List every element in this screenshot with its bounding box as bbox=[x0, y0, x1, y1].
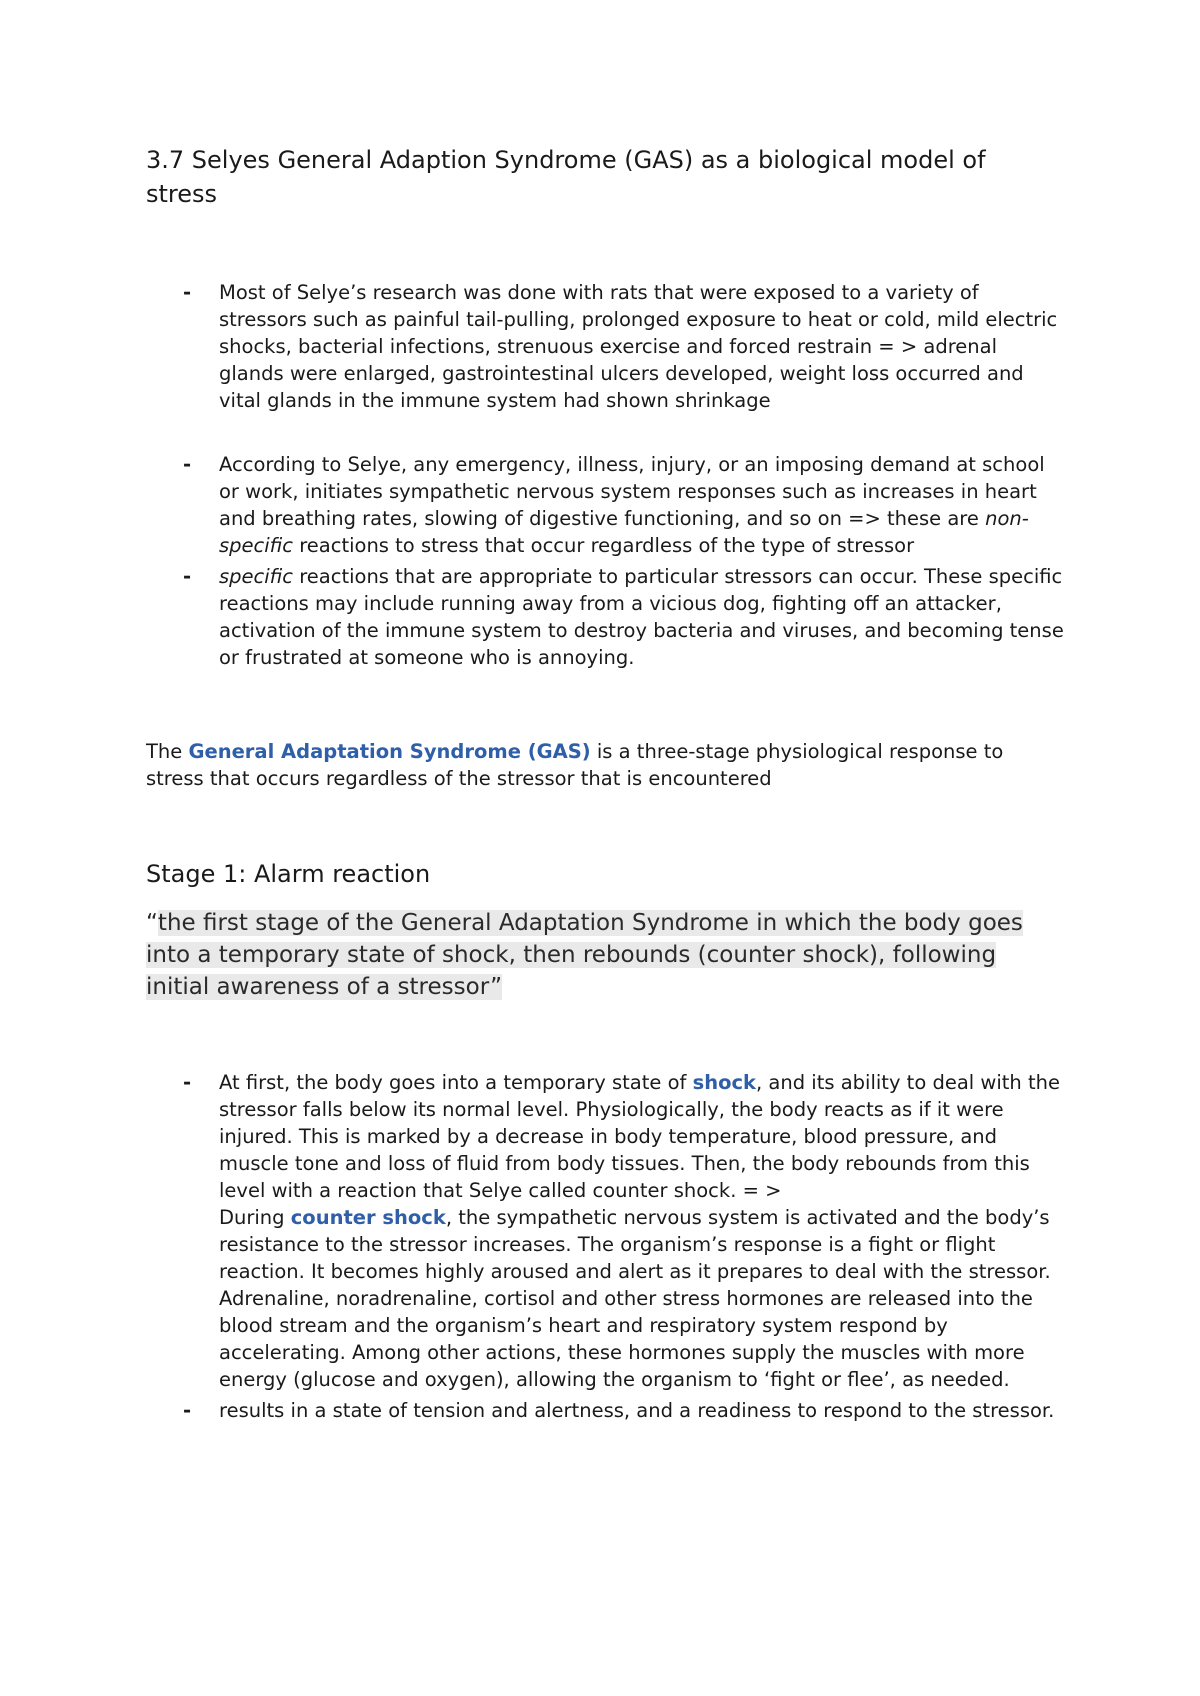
bullet-dash: - bbox=[183, 453, 192, 476]
bullet-text: , the sympathetic nervous system is activated and the body’s resistance to the stressor increases. The organism’s response is a fight or flight reaction. It becomes highly aroused and alert as it prepares to deal with the stressor. Adrenaline, noradrenaline, cortisol and other stress hormones are released into the blood stream and the organism’s heart and respiratory system respond by accelerating. Among other actions, these hormones supply the muscles with more energy (glucose and oxygen), allowing the organism to ‘fight or flee’, as needed. bbox=[219, 1206, 1051, 1391]
bullet-text: Most of Selye’s research was done with rats that were exposed to a variety of stressors such as painful tail-pulling, prolonged exposure to heat or cold, mild electric shocks, bacterial infections, strenuous exercise and forced restrain = > adrenal glands were enlarged, gastrointestinal ulcers developed, weight loss occurred and vital glands in the immune system had shown shrinkage bbox=[219, 281, 1058, 412]
bullet-text: During bbox=[219, 1206, 291, 1229]
list-item bbox=[146, 279, 1066, 414]
gas-term: General Adaptation Syndrome (GAS) bbox=[188, 740, 591, 763]
list-item bbox=[146, 1397, 1066, 1424]
list-item bbox=[146, 451, 1066, 559]
bullet-text: , and its ability to deal with the stressor falls below its normal level. Physiologically, the body reacts as if it were injured. This is marked by a decrease in body temperature, blood pressure, and muscle tone and loss of fluid from body tissues. Then, the body rebounds from this level with a reaction that Selye called counter shock. = > bbox=[219, 1071, 1060, 1202]
paragraph-text: The bbox=[146, 740, 189, 763]
stage1-heading: Stage 1: Alarm reaction bbox=[146, 860, 431, 888]
bullet-text: According to Selye, any emergency, illness, injury, or an imposing demand at school or work, initiates sympathetic nervous system responses such as increases in heart and breathing rates, slowing of digestive functioning, and so on => these are bbox=[219, 453, 1045, 530]
alarm-bullet-list bbox=[146, 1069, 1066, 1424]
shock-term: shock bbox=[692, 1071, 757, 1094]
counter-shock-term: counter shock bbox=[290, 1206, 446, 1229]
bullet-dash: - bbox=[183, 565, 192, 588]
bullet-dash: - bbox=[183, 281, 192, 304]
quote-open-mark: “ bbox=[146, 910, 158, 936]
bullet-text: At first, the body goes into a temporary state of bbox=[219, 1071, 693, 1094]
bullet-text: reactions to stress that occur regardless of the type of stressor bbox=[293, 534, 915, 557]
bullet-text: results in a state of tension and alertness, and a readiness to respond to the stressor. bbox=[219, 1399, 1055, 1422]
emphasis-specific: specific bbox=[219, 565, 293, 588]
list-item bbox=[146, 1069, 1066, 1393]
research-bullet-list bbox=[146, 279, 1066, 671]
list-item bbox=[146, 563, 1066, 671]
bullet-text: reactions that are appropriate to particular stressors can occur. These specific reactions may include running away from a vicious dog, fighting off an attacker, activation of the immune system to destroy bacteria and viruses, and becoming tense or frustrated at someone who is annoying. bbox=[219, 565, 1064, 669]
emphasis-non-specific: non-specific bbox=[219, 507, 1029, 557]
gas-definition-paragraph bbox=[146, 738, 1066, 792]
bullet-dash: - bbox=[183, 1399, 192, 1422]
page-title: 3.7 Selyes General Adaption Syndrome (GAS) as a biological model of stress bbox=[146, 146, 986, 208]
paragraph-text: is a three-stage physiological response to stress that occurs regardless of the stressor that is encountered bbox=[146, 740, 1004, 790]
quote-text: the first stage of the General Adaptation Syndrome in which the body goes into a temporary state of shock, then rebounds (counter shock), following initial awareness of a stressor” bbox=[146, 910, 1023, 1000]
stage1-quote bbox=[146, 907, 1066, 1003]
bullet-dash: - bbox=[183, 1071, 192, 1094]
